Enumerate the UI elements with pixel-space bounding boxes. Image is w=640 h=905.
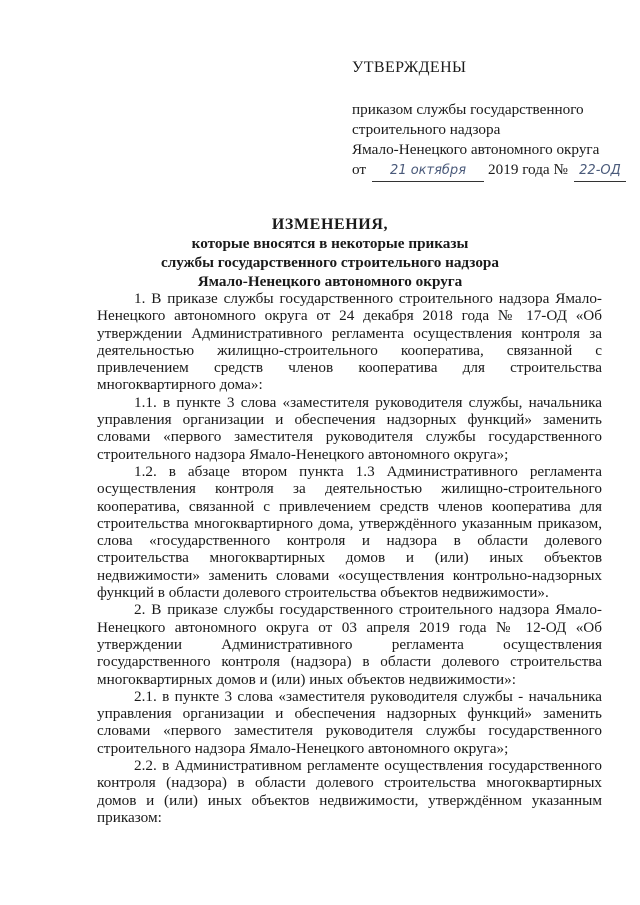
approval-date-line bbox=[352, 160, 621, 182]
from-label: от bbox=[352, 161, 367, 178]
handwritten-number: 22-ОД bbox=[574, 161, 626, 182]
approval-line-3: Ямало-Ненецкого автономного округа bbox=[352, 141, 600, 158]
paragraph-1-1: 1.1. в пункте 3 слова «заместителя руководителя службы, начальника управления организации и обеспечения надзорных функций» заменить словами «первого заместителя руководителя службы государственного строительного надзора Ямало-Ненецкого автономного округа»; bbox=[97, 393, 602, 463]
year-label: 2019 года № bbox=[488, 161, 568, 178]
paragraph-1-2: 1.2. в абзаце втором пункта 1.3 Административного регламента осуществления контроля за деятельностью жилищно-строительного кооператива, связанной с привлечением средств членов кооператива для строительства многоквартирного дома, утверждённого указанным приказом, слова «государственного контроля и надзора в области долевого строительства многоквартирных домов и (или) иных объектов недвижимости» заменить словами «осуществления контрольно-надзорных функций в области долевого строительства объектов недвижимости». bbox=[97, 462, 602, 602]
title-line-3: службы государственного строительного надзора bbox=[161, 254, 499, 271]
approval-stamp bbox=[352, 58, 621, 182]
paragraph-1: 1. В приказе службы государственного строительного надзора Ямало-Ненецкого автономного округа от 24 декабря 2018 года № 17-ОД «Об утверждении Административного регламента осуществления контроля за деятельностью жилищно-строительного кооператива, связанной с привлечением средств членов кооператива для строительства многоквартирного дома»: bbox=[97, 290, 602, 394]
approval-line-1: приказом службы государственного bbox=[352, 101, 584, 118]
title-line-2: которые вносятся в некоторые приказы bbox=[191, 235, 469, 252]
approval-line-2: строительного надзора bbox=[352, 121, 501, 138]
approved-label: УТВЕРЖДЕНЫ bbox=[352, 59, 467, 76]
document-title bbox=[100, 215, 560, 291]
paragraph-2: 2. В приказе службы государственного строительного надзора Ямало-Ненецкого автономного округа от 03 апреля 2019 года № 12-ОД «Об утверждении Административного регламента осуществления государственного контроля (надзора) в области долевого строительства многоквартирных домов и (или) иных объектов недвижимости»: bbox=[97, 601, 602, 688]
document-body bbox=[97, 290, 602, 826]
handwritten-date: 21 октября bbox=[372, 161, 484, 182]
title-line-4: Ямало-Ненецкого автономного округа bbox=[197, 273, 463, 290]
paragraph-2-1: 2.1. в пункте 3 слова «заместителя руководителя службы - начальника управления организации и обеспечения надзорных функций» заменить словами «первого заместителя руководителя службы государственного строительного надзора Ямало-Ненецкого автономного округа»; bbox=[97, 687, 602, 757]
paragraph-2-2: 2.2. в Административном регламенте осуществления государственного контроля (надзора) в области долевого строительства многоквартирных домов и (или) иных объектов недвижимости, утверждённом указанным приказом: bbox=[97, 757, 602, 826]
title-main: ИЗМЕНЕНИЯ, bbox=[271, 216, 389, 233]
